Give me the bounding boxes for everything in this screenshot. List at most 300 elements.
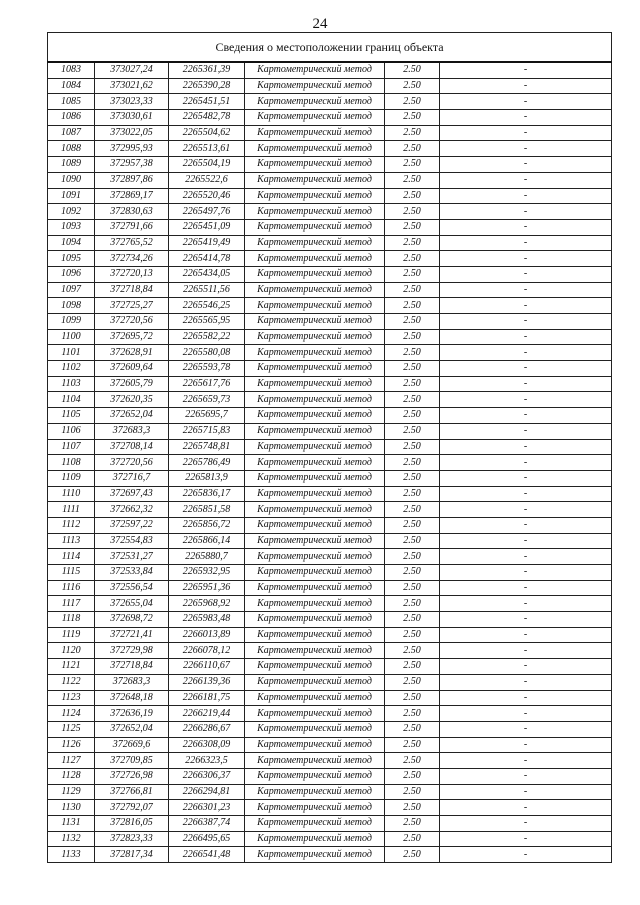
precision-cell: 2.50 [385,565,440,581]
description-cell: - [440,329,612,345]
description-cell: - [440,78,612,94]
method-cell: Картометрический метод [245,674,385,690]
y-coordinate-cell: 2266286,67 [169,721,245,737]
method-cell: Картометрический метод [245,784,385,800]
description-cell: - [440,784,612,800]
method-cell: Картометрический метод [245,94,385,110]
description-cell: - [440,361,612,377]
table-row [48,408,612,424]
y-coordinate-cell: 2266294,81 [169,784,245,800]
precision-cell: 2.50 [385,110,440,126]
table-row [48,172,612,188]
description-cell: - [440,219,612,235]
method-cell: Картометрический метод [245,172,385,188]
method-cell: Картометрический метод [245,266,385,282]
precision-cell: 2.50 [385,737,440,753]
table-row [48,659,612,675]
point-number-cell: 1104 [48,392,95,408]
y-coordinate-cell: 2265504,62 [169,125,245,141]
x-coordinate-cell: 372662,32 [95,502,169,518]
y-coordinate-cell: 2265565,95 [169,314,245,330]
x-coordinate-cell: 372652,04 [95,721,169,737]
method-cell: Картометрический метод [245,486,385,502]
table-row [48,266,612,282]
y-coordinate-cell: 2265968,92 [169,596,245,612]
x-coordinate-cell: 372683,3 [95,674,169,690]
precision-cell: 2.50 [385,721,440,737]
x-coordinate-cell: 373023,33 [95,94,169,110]
y-coordinate-cell: 2265856,72 [169,517,245,533]
y-coordinate-cell: 2266110,67 [169,659,245,675]
method-cell: Картометрический метод [245,204,385,220]
point-number-cell: 1114 [48,549,95,565]
point-number-cell: 1109 [48,470,95,486]
point-number-cell: 1110 [48,486,95,502]
method-cell: Картометрический метод [245,345,385,361]
precision-cell: 2.50 [385,627,440,643]
point-number-cell: 1121 [48,659,95,675]
y-coordinate-cell: 2266308,09 [169,737,245,753]
table-row [48,94,612,110]
precision-cell: 2.50 [385,831,440,847]
description-cell: - [440,188,612,204]
x-coordinate-cell: 372709,85 [95,753,169,769]
table-row [48,235,612,251]
description-cell: - [440,251,612,267]
x-coordinate-cell: 372698,72 [95,612,169,628]
table-row [48,768,612,784]
x-coordinate-cell: 372609,64 [95,361,169,377]
point-number-cell: 1111 [48,502,95,518]
precision-cell: 2.50 [385,690,440,706]
y-coordinate-cell: 2266181,75 [169,690,245,706]
method-cell: Картометрический метод [245,157,385,173]
y-coordinate-cell: 2265434,05 [169,266,245,282]
point-number-cell: 1099 [48,314,95,330]
table-row [48,219,612,235]
table-row [48,800,612,816]
point-number-cell: 1090 [48,172,95,188]
table-title-row [48,33,612,63]
point-number-cell: 1107 [48,439,95,455]
x-coordinate-cell: 372720,13 [95,266,169,282]
method-cell: Картометрический метод [245,188,385,204]
point-number-cell: 1102 [48,361,95,377]
y-coordinate-cell: 2265361,39 [169,62,245,78]
description-cell: - [440,486,612,502]
y-coordinate-cell: 2265580,08 [169,345,245,361]
y-coordinate-cell: 2265390,28 [169,78,245,94]
table-row [48,612,612,628]
precision-cell: 2.50 [385,282,440,298]
description-cell: - [440,753,612,769]
method-cell: Картометрический метод [245,800,385,816]
point-number-cell: 1088 [48,141,95,157]
description-cell: - [440,659,612,675]
description-cell: - [440,847,612,863]
point-number-cell: 1115 [48,565,95,581]
method-cell: Картометрический метод [245,737,385,753]
point-number-cell: 1086 [48,110,95,126]
precision-cell: 2.50 [385,470,440,486]
point-number-cell: 1087 [48,125,95,141]
x-coordinate-cell: 372716,7 [95,470,169,486]
x-coordinate-cell: 372721,41 [95,627,169,643]
y-coordinate-cell: 2265695,7 [169,408,245,424]
table-title: Сведения о местоположении границ объекта [48,33,612,63]
precision-cell: 2.50 [385,251,440,267]
point-number-cell: 1105 [48,408,95,424]
x-coordinate-cell: 372766,81 [95,784,169,800]
method-cell: Картометрический метод [245,612,385,628]
x-coordinate-cell: 372556,54 [95,580,169,596]
point-number-cell: 1127 [48,753,95,769]
description-cell: - [440,157,612,173]
precision-cell: 2.50 [385,753,440,769]
point-number-cell: 1119 [48,627,95,643]
description-cell: - [440,423,612,439]
description-cell: - [440,737,612,753]
method-cell: Картометрический метод [245,141,385,157]
description-cell: - [440,141,612,157]
method-cell: Картометрический метод [245,831,385,847]
point-number-cell: 1129 [48,784,95,800]
description-cell: - [440,580,612,596]
table-row [48,674,612,690]
table-row [48,784,612,800]
y-coordinate-cell: 2265504,19 [169,157,245,173]
method-cell: Картометрический метод [245,329,385,345]
point-number-cell: 1100 [48,329,95,345]
precision-cell: 2.50 [385,204,440,220]
table-row [48,737,612,753]
method-cell: Картометрический метод [245,596,385,612]
point-number-cell: 1124 [48,706,95,722]
y-coordinate-cell: 2265983,48 [169,612,245,628]
precision-cell: 2.50 [385,517,440,533]
table-row [48,753,612,769]
table-row [48,502,612,518]
precision-cell: 2.50 [385,706,440,722]
x-coordinate-cell: 372628,91 [95,345,169,361]
precision-cell: 2.50 [385,62,440,78]
y-coordinate-cell: 2265513,61 [169,141,245,157]
table-row [48,486,612,502]
precision-cell: 2.50 [385,408,440,424]
y-coordinate-cell: 2265546,25 [169,298,245,314]
y-coordinate-cell: 2265593,78 [169,361,245,377]
precision-cell: 2.50 [385,612,440,628]
point-number-cell: 1117 [48,596,95,612]
table-row [48,455,612,471]
description-cell: - [440,768,612,784]
method-cell: Картометрический метод [245,392,385,408]
description-cell: - [440,721,612,737]
precision-cell: 2.50 [385,847,440,863]
method-cell: Картометрический метод [245,517,385,533]
precision-cell: 2.50 [385,78,440,94]
point-number-cell: 1130 [48,800,95,816]
description-cell: - [440,455,612,471]
y-coordinate-cell: 2265932,95 [169,565,245,581]
table-row [48,376,612,392]
table-row [48,816,612,832]
precision-cell: 2.50 [385,235,440,251]
precision-cell: 2.50 [385,329,440,345]
method-cell: Картометрический метод [245,768,385,784]
x-coordinate-cell: 372683,3 [95,423,169,439]
x-coordinate-cell: 372729,98 [95,643,169,659]
x-coordinate-cell: 372816,05 [95,816,169,832]
y-coordinate-cell: 2265880,7 [169,549,245,565]
table-row [48,298,612,314]
table-row [48,643,612,659]
precision-cell: 2.50 [385,298,440,314]
x-coordinate-cell: 372533,84 [95,565,169,581]
y-coordinate-cell: 2265520,46 [169,188,245,204]
table-row [48,831,612,847]
table-row [48,596,612,612]
table-row [48,345,612,361]
method-cell: Картометрический метод [245,219,385,235]
precision-cell: 2.50 [385,219,440,235]
table-row [48,157,612,173]
y-coordinate-cell: 2265482,78 [169,110,245,126]
method-cell: Картометрический метод [245,549,385,565]
x-coordinate-cell: 372817,34 [95,847,169,863]
x-coordinate-cell: 372791,66 [95,219,169,235]
precision-cell: 2.50 [385,188,440,204]
precision-cell: 2.50 [385,486,440,502]
x-coordinate-cell: 372725,27 [95,298,169,314]
y-coordinate-cell: 2266323,5 [169,753,245,769]
point-number-cell: 1113 [48,533,95,549]
method-cell: Картометрический метод [245,314,385,330]
point-number-cell: 1128 [48,768,95,784]
point-number-cell: 1126 [48,737,95,753]
y-coordinate-cell: 2265748,81 [169,439,245,455]
description-cell: - [440,235,612,251]
table-row [48,423,612,439]
table-row [48,439,612,455]
method-cell: Картометрический метод [245,408,385,424]
precision-cell: 2.50 [385,549,440,565]
table-row [48,565,612,581]
method-cell: Картометрический метод [245,627,385,643]
y-coordinate-cell: 2266541,48 [169,847,245,863]
y-coordinate-cell: 2265419,49 [169,235,245,251]
x-coordinate-cell: 372554,83 [95,533,169,549]
precision-cell: 2.50 [385,674,440,690]
description-cell: - [440,831,612,847]
method-cell: Картометрический метод [245,580,385,596]
precision-cell: 2.50 [385,784,440,800]
method-cell: Картометрический метод [245,361,385,377]
y-coordinate-cell: 2265851,58 [169,502,245,518]
description-cell: - [440,612,612,628]
point-number-cell: 1131 [48,816,95,832]
description-cell: - [440,439,612,455]
precision-cell: 2.50 [385,768,440,784]
method-cell: Картометрический метод [245,455,385,471]
point-number-cell: 1085 [48,94,95,110]
method-cell: Картометрический метод [245,643,385,659]
table-row [48,549,612,565]
point-number-cell: 1106 [48,423,95,439]
x-coordinate-cell: 372957,38 [95,157,169,173]
description-cell: - [440,816,612,832]
method-cell: Картометрический метод [245,423,385,439]
description-cell: - [440,549,612,565]
precision-cell: 2.50 [385,125,440,141]
description-cell: - [440,172,612,188]
x-coordinate-cell: 372697,43 [95,486,169,502]
method-cell: Картометрический метод [245,251,385,267]
description-cell: - [440,110,612,126]
x-coordinate-cell: 372995,93 [95,141,169,157]
point-number-cell: 1098 [48,298,95,314]
y-coordinate-cell: 2265617,76 [169,376,245,392]
description-cell: - [440,266,612,282]
x-coordinate-cell: 372652,04 [95,408,169,424]
precision-cell: 2.50 [385,643,440,659]
table-row [48,706,612,722]
table-row [48,78,612,94]
x-coordinate-cell: 372648,18 [95,690,169,706]
point-number-cell: 1089 [48,157,95,173]
y-coordinate-cell: 2265836,17 [169,486,245,502]
y-coordinate-cell: 2265497,76 [169,204,245,220]
table-row [48,282,612,298]
method-cell: Картометрический метод [245,125,385,141]
y-coordinate-cell: 2265522,6 [169,172,245,188]
description-cell: - [440,565,612,581]
description-cell: - [440,376,612,392]
table-row [48,204,612,220]
point-number-cell: 1125 [48,721,95,737]
x-coordinate-cell: 372636,19 [95,706,169,722]
y-coordinate-cell: 2265659,73 [169,392,245,408]
y-coordinate-cell: 2265715,83 [169,423,245,439]
table-row [48,361,612,377]
description-cell: - [440,596,612,612]
method-cell: Картометрический метод [245,816,385,832]
table-row [48,62,612,78]
precision-cell: 2.50 [385,157,440,173]
method-cell: Картометрический метод [245,847,385,863]
method-cell: Картометрический метод [245,706,385,722]
precision-cell: 2.50 [385,502,440,518]
description-cell: - [440,298,612,314]
description-cell: - [440,517,612,533]
point-number-cell: 1096 [48,266,95,282]
method-cell: Картометрический метод [245,78,385,94]
method-cell: Картометрический метод [245,376,385,392]
table-row [48,847,612,863]
point-number-cell: 1103 [48,376,95,392]
table-row [48,141,612,157]
method-cell: Картометрический метод [245,62,385,78]
method-cell: Картометрический метод [245,753,385,769]
point-number-cell: 1112 [48,517,95,533]
method-cell: Картометрический метод [245,470,385,486]
method-cell: Картометрический метод [245,235,385,251]
precision-cell: 2.50 [385,345,440,361]
point-number-cell: 1083 [48,62,95,78]
x-coordinate-cell: 373027,24 [95,62,169,78]
point-number-cell: 1118 [48,612,95,628]
x-coordinate-cell: 372897,86 [95,172,169,188]
description-cell: - [440,800,612,816]
x-coordinate-cell: 372869,17 [95,188,169,204]
y-coordinate-cell: 2266387,74 [169,816,245,832]
y-coordinate-cell: 2266013,89 [169,627,245,643]
description-cell: - [440,345,612,361]
x-coordinate-cell: 372720,56 [95,455,169,471]
point-number-cell: 1093 [48,219,95,235]
x-coordinate-cell: 373022,05 [95,125,169,141]
table-row [48,188,612,204]
point-number-cell: 1122 [48,674,95,690]
description-cell: - [440,502,612,518]
point-number-cell: 1116 [48,580,95,596]
precision-cell: 2.50 [385,392,440,408]
method-cell: Картометрический метод [245,721,385,737]
method-cell: Картометрический метод [245,565,385,581]
precision-cell: 2.50 [385,376,440,392]
table-row [48,329,612,345]
x-coordinate-cell: 372830,63 [95,204,169,220]
table-row [48,125,612,141]
point-number-cell: 1094 [48,235,95,251]
description-cell: - [440,62,612,78]
table-row [48,627,612,643]
precision-cell: 2.50 [385,455,440,471]
point-number-cell: 1101 [48,345,95,361]
method-cell: Картометрический метод [245,659,385,675]
point-number-cell: 1095 [48,251,95,267]
precision-cell: 2.50 [385,314,440,330]
x-coordinate-cell: 372695,72 [95,329,169,345]
x-coordinate-cell: 372655,04 [95,596,169,612]
table-row [48,517,612,533]
precision-cell: 2.50 [385,141,440,157]
point-number-cell: 1092 [48,204,95,220]
y-coordinate-cell: 2266495,65 [169,831,245,847]
point-number-cell: 1132 [48,831,95,847]
description-cell: - [440,314,612,330]
description-cell: - [440,533,612,549]
method-cell: Картометрический метод [245,502,385,518]
y-coordinate-cell: 2266306,37 [169,768,245,784]
y-coordinate-cell: 2265414,78 [169,251,245,267]
x-coordinate-cell: 372726,98 [95,768,169,784]
description-cell: - [440,204,612,220]
x-coordinate-cell: 373030,61 [95,110,169,126]
point-number-cell: 1123 [48,690,95,706]
y-coordinate-cell: 2265511,56 [169,282,245,298]
table-row [48,690,612,706]
table-row [48,721,612,737]
precision-cell: 2.50 [385,580,440,596]
point-number-cell: 1097 [48,282,95,298]
x-coordinate-cell: 372669,6 [95,737,169,753]
table-row [48,251,612,267]
table-row [48,533,612,549]
point-number-cell: 1133 [48,847,95,863]
point-number-cell: 1084 [48,78,95,94]
method-cell: Картометрический метод [245,282,385,298]
